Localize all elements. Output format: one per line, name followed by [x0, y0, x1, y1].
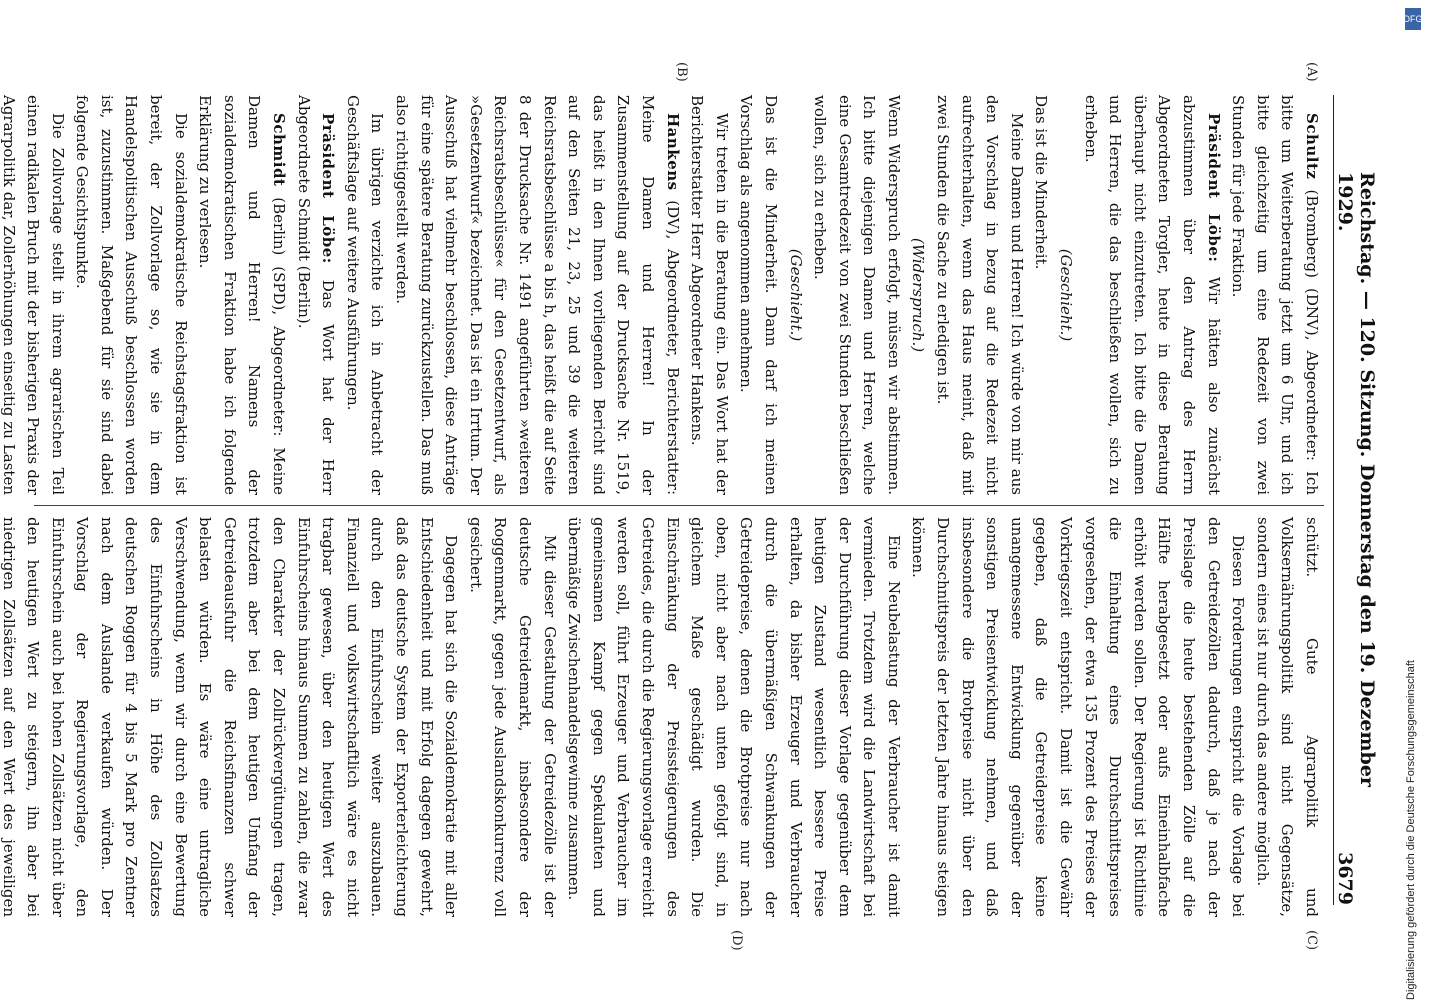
- paragraph-text: Diesen Forderungen entspricht die Vorlage bei den Getreidezöllen dadurch, daß je nach der Preislage die heute bestehenden Zölle auf die Hälfte herabgesetzt oder aufs Eineinhalbfache erhöht werden sollen. Der Regierung ist Richtlinie die Einhaltung eines Durchschnittspreises vorgesehen, der etwa 135 Prozent des Preises der Vorkriegszeit entspricht. Damit ist die Gewähr gegeben, daß die Getreidepreise keine unangemessene Entwicklung gegenüber der sonstigen Preisentwicklung nehmen, und daß insbesondere die Brotpreise nicht über den Durchschnittspreis der letzten Jahre hinaus steigen können.: [909, 517, 1248, 917]
- paragraph: [389, 95, 684, 495]
- margin-mark-d: (D): [729, 930, 744, 951]
- paragraph: [685, 95, 734, 495]
- credit-text: Digitalisierung gefördert durch die Deutsche Forschungsgemeinschaft: [1405, 660, 1417, 1000]
- paragraph: [1226, 95, 1324, 495]
- paragraph-text: Die sozialdemokratische Reichstagsfraktion ist bereit, der Zollvorlage so, wie sie in dem Handelspolitischen Ausschuß beschlossen worden ist, zuzustimmen. Maßgebend für sie sind dabei folgende Gesichtspunkte.: [73, 95, 190, 495]
- left-column: [0, 95, 1324, 495]
- stage-direction: (Geschieht.): [786, 248, 805, 342]
- paragraph: [0, 517, 463, 917]
- paragraph-text: Die Zollvorlage stellt in ihrem agrarischen Teil einen radikalen Bruch mit der bisherigen Praxis der Agrarpolitik dar, Zollerhöhungen einseitig zu Lasten: [0, 95, 67, 495]
- paragraph-text: Dagegen hat sich die Sozialdemokratie mit aller Entschiedenheit und mit Erfolg dagegen gewehrt, daß das deutsche System der Exporterleichterung durch den Einfuhrschein weiter auszubauen. Finanziell und volkswirtschaftlich wäre es nicht tragbar gewesen, über den heutigen Wert des Einfuhrscheins hinaus Summen zu zahlen, die zwar den Charakter der Zollrückvergütungen tragen, trotzdem aber bei dem heutigen Umfang der Getreideausfuhr die Reichsfinanzen schwer belasten würden. Es wäre eine untragliche Verschwendung, wenn wir durch eine Bewertung des Einfuhrscheins in Höhe des Zollsatzes deutschen Roggen für 4 bis 5 Mark pro Zentner nach dem Auslande verkaufen würden. Der Vorschlag der Regierungsvorlage, den Einfuhrschein auch bei hohen Zollsätzen nicht über den heutigen Wert zu steigern, ihn aber bei niedrigen Zollsätzen auf den Wert des jeweiligen: [0, 517, 461, 917]
- paragraph-text: Wir hätten also zunächst abzustimmen über den Antrag des Herrn Abgeordneten Torgler, heute in diese Beratung überhaupt nicht einzutreten. Ich bitte die Damen und Herren, die das beschließen wollen, sich zu erheben.: [1081, 95, 1223, 495]
- paragraph: [931, 95, 1029, 495]
- paragraph-text: Das Wort hat der Herr Abgeordnete Schmidt (Berlin).: [294, 95, 338, 495]
- paragraph-text: (Berlin) (SPD), Abgeordneter: Meine Damen und Herren! Namens der sozialdemokratischen Fraktion habe ich folgende Erklärung zu verlesen.: [196, 95, 289, 495]
- paragraph-text: Wir treten in die Beratung ein. Das Wort hat der Berichterstatter Herr Abgeordneter Hankens.: [688, 95, 731, 495]
- paragraph: Das ist die Minderheit.: [1032, 95, 1051, 270]
- paragraph: [562, 517, 906, 917]
- dfg-logo: DFG: [1405, 8, 1421, 30]
- paragraph: [906, 517, 1250, 917]
- paragraph-text: (Bromberg) (DNV), Abgeordneter: Ich bitte um Weiterberatung jetzt um 6 Uhr, und ich bitte gleichzeitig um eine Redezeit von zwei Stunden für jede Fraktion.: [1229, 95, 1321, 495]
- paragraph-text: Meine Damen und Herren! Ich würde von mir aus den Vorschlag in bezug auf die Redezeit nicht aufrechterhalten, wenn das Haus meint, daß mit zwei Stunden die Sache zu erledigen ist.: [934, 95, 1026, 495]
- paragraph-text: Im übrigen verzichte ich in Anbetracht der Geschäftslage auf weitere Ausführungen.: [343, 95, 387, 495]
- margin-mark-a: (A): [1304, 62, 1319, 82]
- header-title: Reichstag. — 120. Sitzung. Donnerstag den 19. Dezember 1929.: [1334, 172, 1378, 787]
- speaker-name: Schmidt: [270, 113, 289, 187]
- paragraph: [340, 95, 389, 495]
- paragraph: Das ist die Minderheit. Dann darf ich meinen Vorschlag als angenommen annehmen.: [737, 95, 780, 495]
- column-rule: [34, 505, 1324, 506]
- paragraph: [70, 95, 193, 495]
- digitization-credit: [1405, 120, 1425, 1000]
- margin-mark-c: (C): [1304, 930, 1319, 951]
- paragraph: [1078, 95, 1226, 495]
- paragraph: [291, 95, 340, 495]
- paragraph-text: (DV), Abgeordneter, Berichterstatter: Meine Damen und Herren! In der Zusammenstellung auf der Drucksache Nr. 1519, das heißt in den Ihnen vorliegenden Bericht sind auf den Seiten 21, 23, 25 und 39 die weiteren Reichsratsbeschlüsse a bis h, das heißt die auf Seite 8 der Drucksache Nr. 1491 angeführten »weiteren Reichsratsbeschlüsse« für den Gesetzentwurf, als »Gesetzentwurf« bezeichnet. Das ist ein Irrtum. Der Ausschuß hat vielmehr beschlossen, diese Anträge für eine spätere Beratung zurückzustellen. Das muß also richtiggestellt werden.: [393, 95, 682, 495]
- margin-mark-b: (B): [674, 62, 689, 82]
- speaker-name: Hankens: [663, 113, 682, 191]
- right-column: [0, 517, 1324, 917]
- paragraph-text: Mit dieser Gestaltung der Getreidezölle ist der deutsche Getreidemarkt, insbesondere der Roggenmarkt, gegen jede Auslandskonkurrenz voll gesichert.: [466, 517, 559, 917]
- paragraph-text: Eine Neubelastung der Verbraucher ist damit vermieden. Trotzdem wird die Landwirtschaft bei der Durchführung dieser Vorlage gegenüber dem heutigen Zustand wesentlich bessere Preise erhalten, da bisher Erzeuger und Verbraucher durch die übermäßigen Schwankungen der Getreidepreise, denen die Brotpreise nur nach oben, nicht aber nach unten gefolgt sind, in gleichem Maße geschädigt wurden. Die Einschränkung der Preissteigerungen des Getreides, die durch die Regierungsvorlage erreicht werden soll, führt Erzeuger und Verbraucher im gemeinsamen Kampf gegen Spekulanten und übermäßige Zwischenhandelsgewinne zusammen.: [565, 517, 903, 917]
- paragraph: schützt. Gute Agrarpolitik und Volksernährungspolitik sind nicht Gegensätze, sondern eines ist nur durch das andere möglich.: [1253, 517, 1321, 917]
- speaker-name: Präsident Löbe:: [319, 113, 338, 264]
- speaker-name: Präsident Löbe:: [1204, 113, 1223, 263]
- page-header: [1333, 95, 1378, 905]
- speaker-name: Schultz: [1303, 113, 1321, 180]
- paragraph: Wenn Widerspruch erfolgt, müssen wir abstimmen. Ich bitte diejenigen Damen und Herren, welche eine Gesamtredezeit von zwei Stunden beschließen wollen, sich zu erheben.: [811, 95, 903, 495]
- paragraph: [463, 517, 561, 917]
- stage-direction: (Widerspruch.): [909, 237, 928, 353]
- paragraph: [0, 95, 70, 495]
- stage-direction: (Geschieht.): [1057, 248, 1076, 342]
- page-number: 3679: [1334, 852, 1356, 905]
- paragraph: [193, 95, 291, 495]
